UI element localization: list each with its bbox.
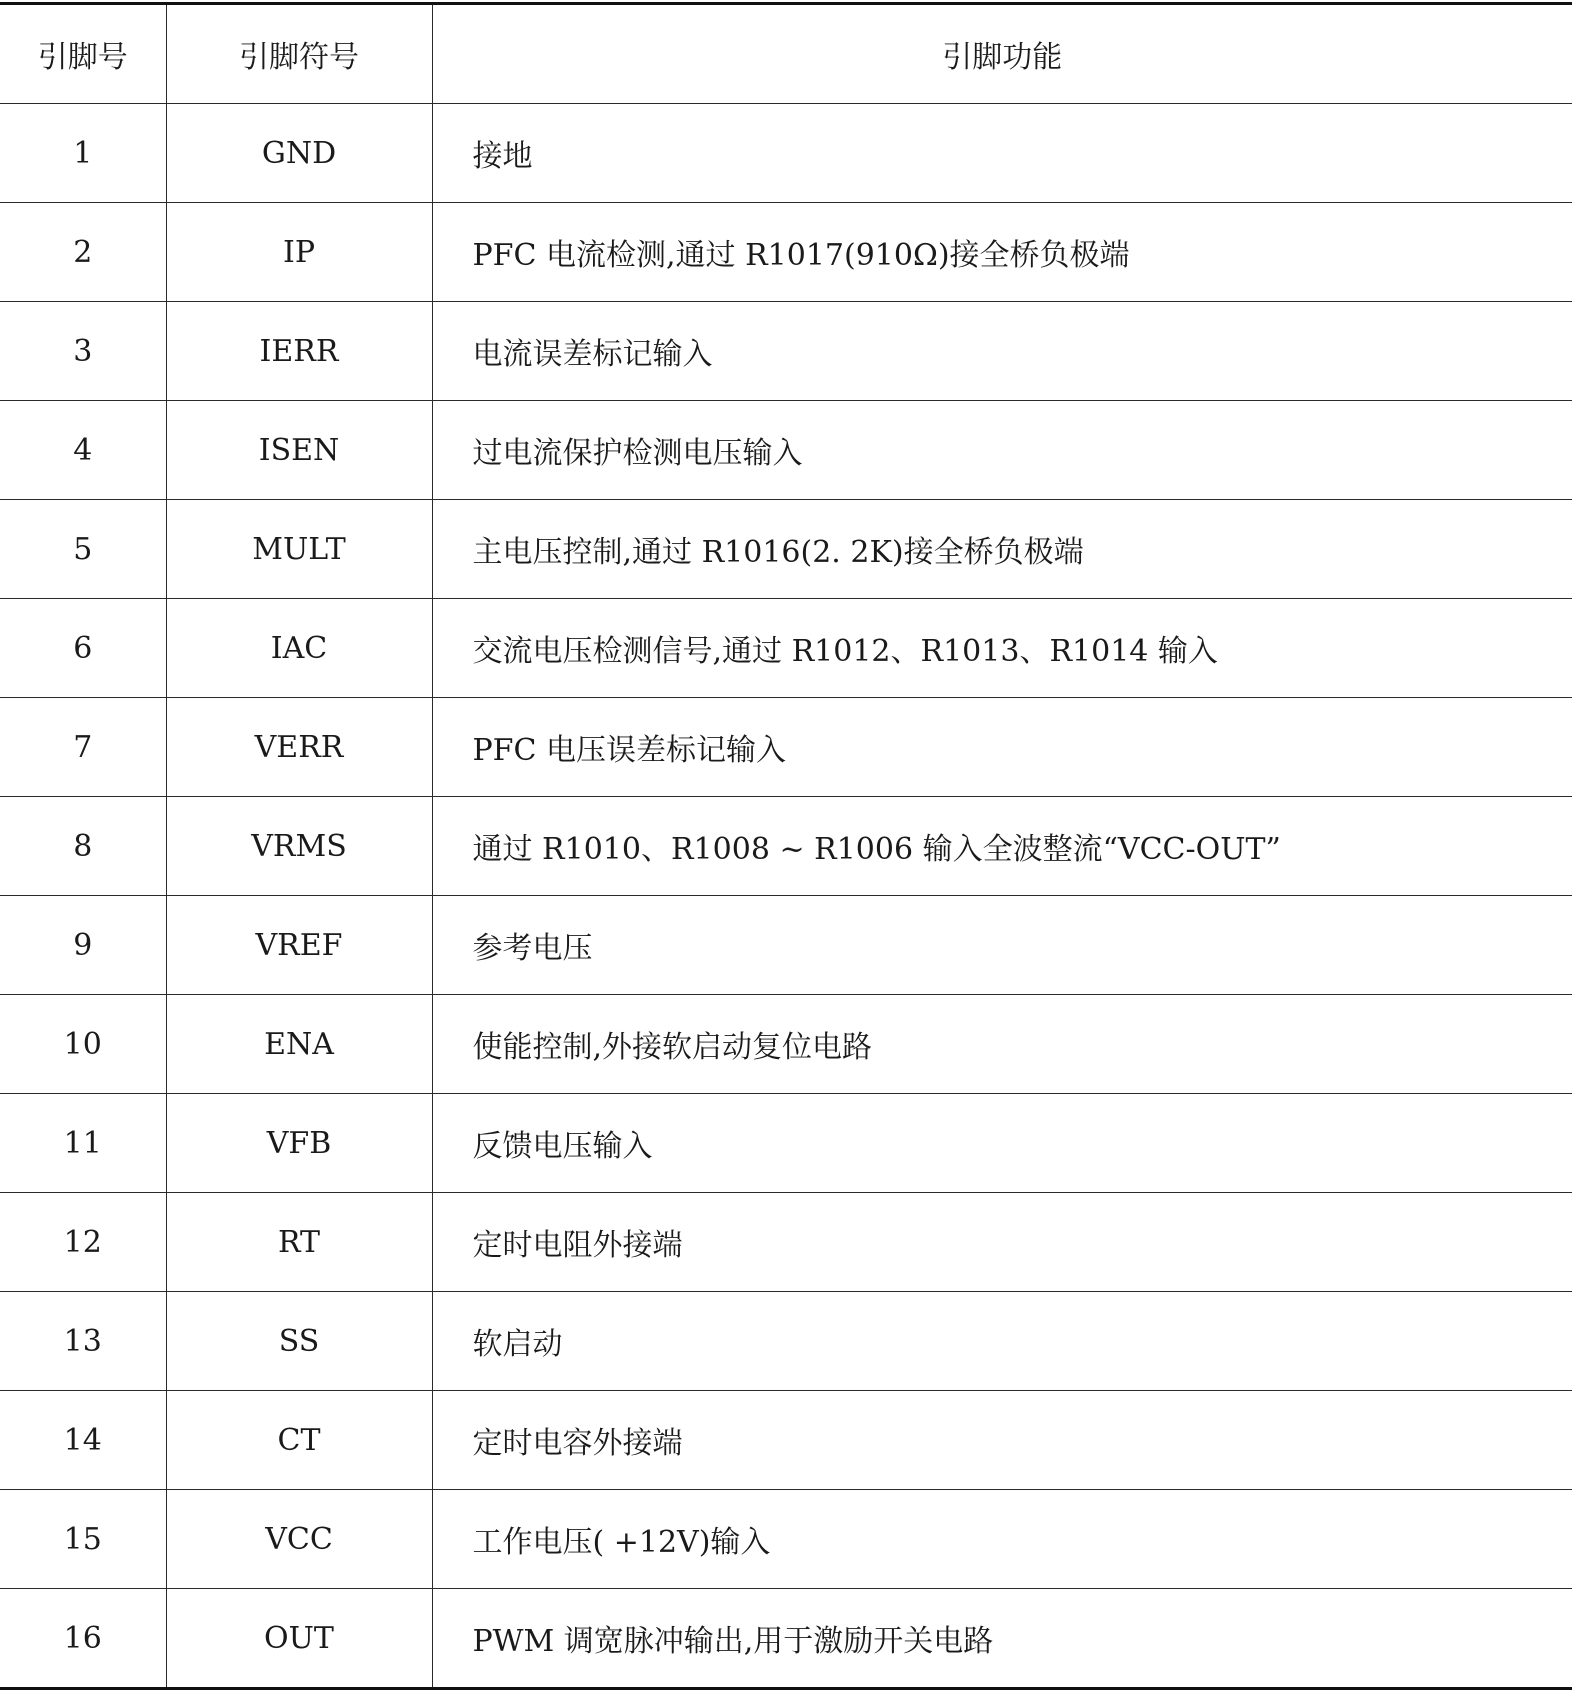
cell-pin-number: 15	[0, 1490, 166, 1589]
cell-pin-symbol: SS	[166, 1292, 432, 1391]
table-row	[0, 203, 1572, 302]
cell-pin-number: 8	[0, 797, 166, 896]
table-row	[0, 797, 1572, 896]
cell-pin-number: 9	[0, 896, 166, 995]
cell-pin-symbol: VRMS	[166, 797, 432, 896]
table-row	[0, 1490, 1572, 1589]
cell-pin-number: 6	[0, 599, 166, 698]
cell-pin-number: 1	[0, 104, 166, 203]
cell-pin-symbol: VFB	[166, 1094, 432, 1193]
cell-pin-function: 反馈电压输入	[432, 1094, 1572, 1193]
cell-pin-number: 3	[0, 302, 166, 401]
cell-pin-function: 定时电阻外接端	[432, 1193, 1572, 1292]
table-row	[0, 1094, 1572, 1193]
table-row	[0, 698, 1572, 797]
cell-pin-function: PWM 调宽脉冲输出,用于激励开关电路	[432, 1589, 1572, 1689]
cell-pin-symbol: GND	[166, 104, 432, 203]
header-pin-number: 引脚号	[0, 4, 166, 104]
table-row	[0, 1292, 1572, 1391]
cell-pin-function: 接地	[432, 104, 1572, 203]
cell-pin-function: 电流误差标记输入	[432, 302, 1572, 401]
cell-pin-symbol: ENA	[166, 995, 432, 1094]
header-pin-symbol: 引脚符号	[166, 4, 432, 104]
cell-pin-number: 7	[0, 698, 166, 797]
table-row	[0, 599, 1572, 698]
cell-pin-function: 定时电容外接端	[432, 1391, 1572, 1490]
cell-pin-function: 工作电压( +12V)输入	[432, 1490, 1572, 1589]
table-row	[0, 302, 1572, 401]
cell-pin-function: 过电流保护检测电压输入	[432, 401, 1572, 500]
table-row	[0, 104, 1572, 203]
cell-pin-number: 4	[0, 401, 166, 500]
cell-pin-function: 通过 R1010、R1008 ~ R1006 输入全波整流“VCC-OUT”	[432, 797, 1572, 896]
cell-pin-function: 主电压控制,通过 R1016(2. 2K)接全桥负极端	[432, 500, 1572, 599]
cell-pin-function: 参考电压	[432, 896, 1572, 995]
cell-pin-function: PFC 电压误差标记输入	[432, 698, 1572, 797]
cell-pin-function: PFC 电流检测,通过 R1017(910Ω)接全桥负极端	[432, 203, 1572, 302]
cell-pin-number: 16	[0, 1589, 166, 1689]
cell-pin-symbol: VERR	[166, 698, 432, 797]
cell-pin-symbol: OUT	[166, 1589, 432, 1689]
cell-pin-number: 14	[0, 1391, 166, 1490]
cell-pin-symbol: ISEN	[166, 401, 432, 500]
cell-pin-number: 10	[0, 995, 166, 1094]
cell-pin-number: 5	[0, 500, 166, 599]
table-row	[0, 1391, 1572, 1490]
cell-pin-number: 2	[0, 203, 166, 302]
cell-pin-symbol: MULT	[166, 500, 432, 599]
table-row	[0, 995, 1572, 1094]
cell-pin-symbol: VCC	[166, 1490, 432, 1589]
table-row	[0, 401, 1572, 500]
table-row	[0, 500, 1572, 599]
cell-pin-symbol: IERR	[166, 302, 432, 401]
table-header	[0, 4, 1572, 104]
header-pin-function: 引脚功能	[432, 4, 1572, 104]
cell-pin-function: 交流电压检测信号,通过 R1012、R1013、R1014 输入	[432, 599, 1572, 698]
table-row	[0, 1193, 1572, 1292]
cell-pin-function: 软启动	[432, 1292, 1572, 1391]
cell-pin-function: 使能控制,外接软启动复位电路	[432, 995, 1572, 1094]
cell-pin-symbol: IAC	[166, 599, 432, 698]
table-row	[0, 896, 1572, 995]
cell-pin-number: 12	[0, 1193, 166, 1292]
table-body	[0, 104, 1572, 1689]
cell-pin-symbol: VREF	[166, 896, 432, 995]
table-row	[0, 1589, 1572, 1689]
cell-pin-symbol: CT	[166, 1391, 432, 1490]
cell-pin-number: 13	[0, 1292, 166, 1391]
pin-function-table	[0, 2, 1572, 1690]
cell-pin-number: 11	[0, 1094, 166, 1193]
cell-pin-symbol: RT	[166, 1193, 432, 1292]
header-row	[0, 4, 1572, 104]
cell-pin-symbol: IP	[166, 203, 432, 302]
